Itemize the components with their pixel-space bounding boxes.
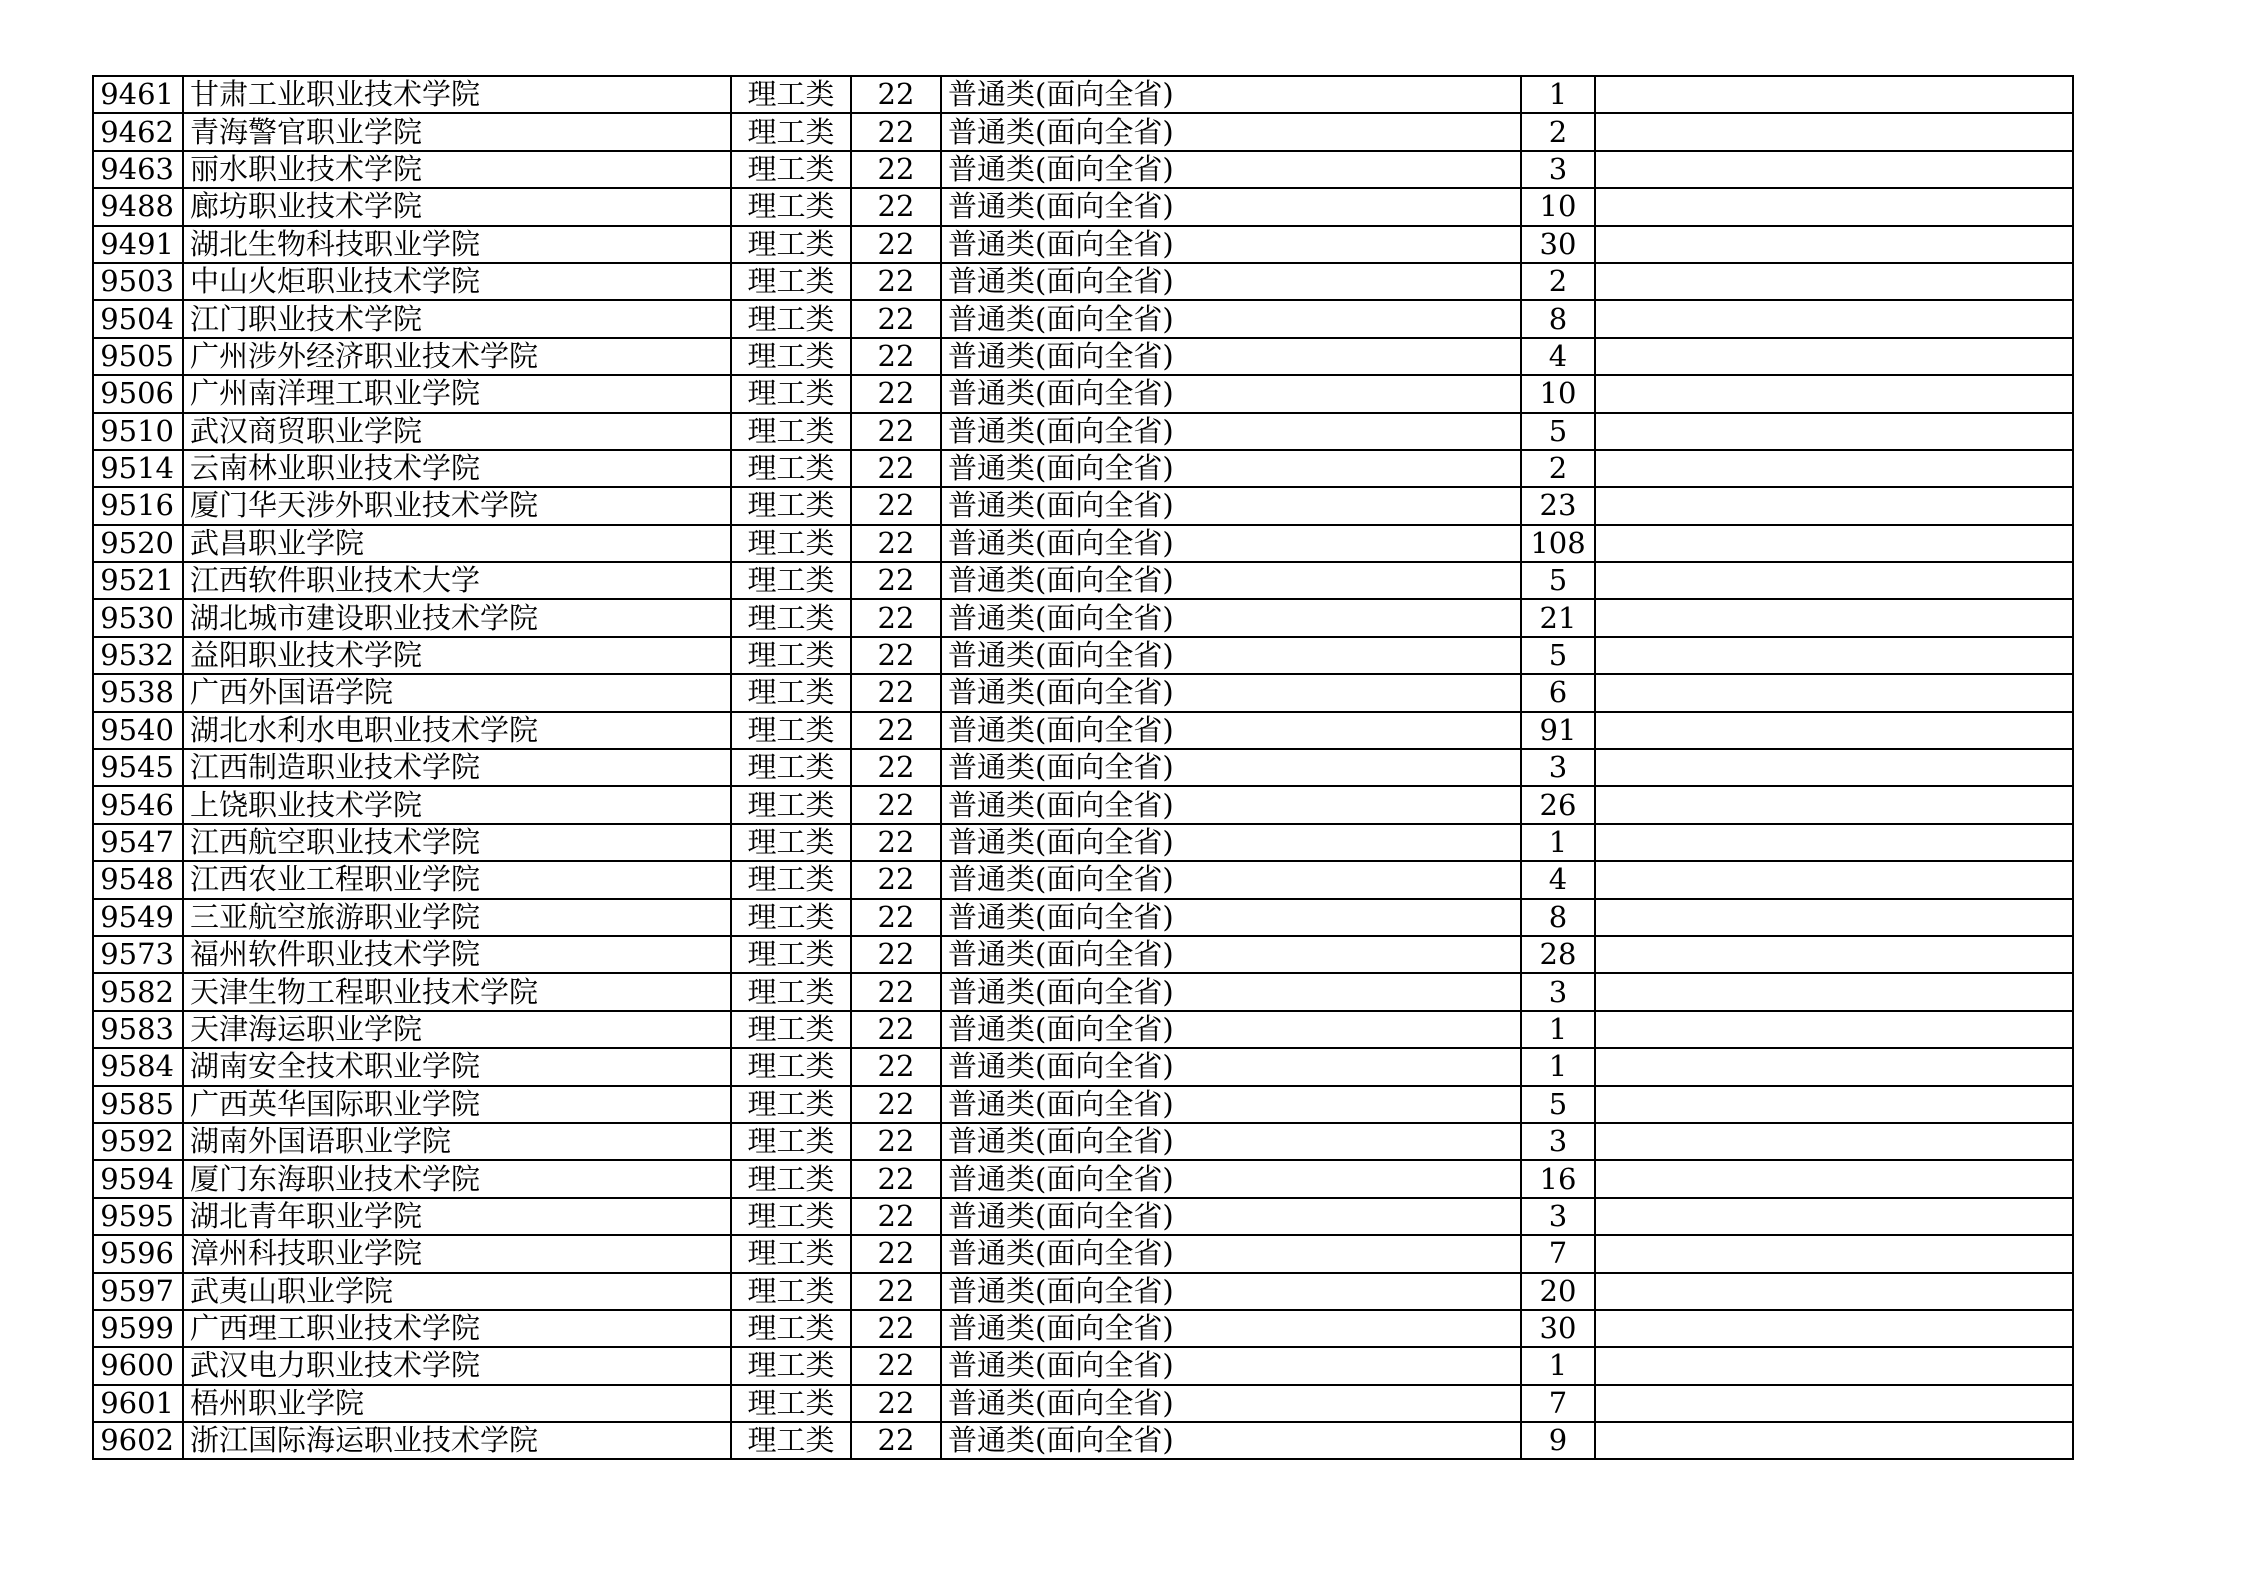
school-code-cell: 9599 [93,1310,183,1347]
plan-type-cell: 普通类(面向全省) [941,824,1521,861]
school-name-cell: 江西航空职业技术学院 [183,824,731,861]
school-code-cell: 9510 [93,413,183,450]
plan-count-cell: 10 [1521,188,1595,225]
plan-type-cell: 普通类(面向全省) [941,226,1521,263]
school-name-cell: 甘肃工业职业技术学院 [183,76,731,113]
remarks-cell [1595,861,2073,898]
remarks-cell [1595,936,2073,973]
subject-category-cell: 理工类 [731,1422,851,1459]
table-row [93,824,2073,861]
remarks-cell [1595,824,2073,861]
school-code-cell: 9503 [93,263,183,300]
subject-category-cell: 理工类 [731,674,851,711]
batch-code-cell: 22 [851,1123,941,1160]
table-row [93,487,2073,524]
school-code-cell: 9540 [93,712,183,749]
batch-code-cell: 22 [851,487,941,524]
batch-code-cell: 22 [851,1235,941,1272]
plan-count-cell: 3 [1521,1198,1595,1235]
plan-count-cell: 3 [1521,973,1595,1010]
plan-type-cell: 普通类(面向全省) [941,375,1521,412]
table-body [93,76,2073,1459]
school-code-cell: 9549 [93,899,183,936]
remarks-cell [1595,1160,2073,1197]
school-code-cell: 9573 [93,936,183,973]
subject-category-cell: 理工类 [731,151,851,188]
plan-type-cell: 普通类(面向全省) [941,1123,1521,1160]
subject-category-cell: 理工类 [731,899,851,936]
remarks-cell [1595,1123,2073,1160]
school-code-cell: 9601 [93,1385,183,1422]
school-name-cell: 三亚航空旅游职业学院 [183,899,731,936]
school-code-cell: 9596 [93,1235,183,1272]
plan-count-cell: 2 [1521,450,1595,487]
school-name-cell: 厦门华天涉外职业技术学院 [183,487,731,524]
batch-code-cell: 22 [851,113,941,150]
table-row [93,749,2073,786]
subject-category-cell: 理工类 [731,1273,851,1310]
plan-count-cell: 7 [1521,1385,1595,1422]
remarks-cell [1595,263,2073,300]
batch-code-cell: 22 [851,338,941,375]
plan-count-cell: 30 [1521,226,1595,263]
table-row [93,1273,2073,1310]
batch-code-cell: 22 [851,674,941,711]
remarks-cell [1595,1011,2073,1048]
remarks-cell [1595,674,2073,711]
school-code-cell: 9585 [93,1086,183,1123]
plan-count-cell: 5 [1521,1086,1595,1123]
subject-category-cell: 理工类 [731,1011,851,1048]
subject-category-cell: 理工类 [731,1235,851,1272]
subject-category-cell: 理工类 [731,637,851,674]
subject-category-cell: 理工类 [731,973,851,1010]
school-code-cell: 9584 [93,1048,183,1085]
remarks-cell [1595,749,2073,786]
batch-code-cell: 22 [851,749,941,786]
remarks-cell [1595,599,2073,636]
table-row [93,1048,2073,1085]
remarks-cell [1595,1422,2073,1459]
school-name-cell: 广西外国语学院 [183,674,731,711]
subject-category-cell: 理工类 [731,76,851,113]
school-code-cell: 9545 [93,749,183,786]
batch-code-cell: 22 [851,1160,941,1197]
school-name-cell: 湖南外国语职业学院 [183,1123,731,1160]
plan-count-cell: 6 [1521,674,1595,711]
school-code-cell: 9592 [93,1123,183,1160]
table-row [93,712,2073,749]
table-row [93,1422,2073,1459]
batch-code-cell: 22 [851,413,941,450]
plan-type-cell: 普通类(面向全省) [941,113,1521,150]
plan-count-cell: 8 [1521,899,1595,936]
plan-type-cell: 普通类(面向全省) [941,1160,1521,1197]
school-name-cell: 丽水职业技术学院 [183,151,731,188]
school-code-cell: 9506 [93,375,183,412]
table-row [93,450,2073,487]
table-row [93,375,2073,412]
plan-type-cell: 普通类(面向全省) [941,973,1521,1010]
plan-type-cell: 普通类(面向全省) [941,637,1521,674]
remarks-cell [1595,113,2073,150]
remarks-cell [1595,525,2073,562]
subject-category-cell: 理工类 [731,824,851,861]
school-name-cell: 武夷山职业学院 [183,1273,731,1310]
batch-code-cell: 22 [851,637,941,674]
school-name-cell: 天津生物工程职业技术学院 [183,973,731,1010]
plan-type-cell: 普通类(面向全省) [941,151,1521,188]
school-name-cell: 中山火炬职业技术学院 [183,263,731,300]
school-name-cell: 湖南安全技术职业学院 [183,1048,731,1085]
remarks-cell [1595,899,2073,936]
subject-category-cell: 理工类 [731,861,851,898]
subject-category-cell: 理工类 [731,1347,851,1384]
remarks-cell [1595,973,2073,1010]
school-name-cell: 天津海运职业学院 [183,1011,731,1048]
batch-code-cell: 22 [851,599,941,636]
school-code-cell: 9595 [93,1198,183,1235]
school-name-cell: 武昌职业学院 [183,525,731,562]
plan-count-cell: 3 [1521,151,1595,188]
subject-category-cell: 理工类 [731,1160,851,1197]
plan-count-cell: 91 [1521,712,1595,749]
plan-type-cell: 普通类(面向全省) [941,450,1521,487]
school-code-cell: 9597 [93,1273,183,1310]
school-name-cell: 江西农业工程职业学院 [183,861,731,898]
subject-category-cell: 理工类 [731,375,851,412]
remarks-cell [1595,226,2073,263]
table-row [93,1310,2073,1347]
plan-count-cell: 28 [1521,936,1595,973]
batch-code-cell: 22 [851,824,941,861]
remarks-cell [1595,151,2073,188]
school-code-cell: 9582 [93,973,183,1010]
table-row [93,151,2073,188]
school-name-cell: 云南林业职业技术学院 [183,450,731,487]
batch-code-cell: 22 [851,1048,941,1085]
school-name-cell: 廊坊职业技术学院 [183,188,731,225]
school-name-cell: 广西英华国际职业学院 [183,1086,731,1123]
table-row [93,113,2073,150]
plan-type-cell: 普通类(面向全省) [941,1273,1521,1310]
plan-type-cell: 普通类(面向全省) [941,338,1521,375]
plan-count-cell: 30 [1521,1310,1595,1347]
batch-code-cell: 22 [851,861,941,898]
remarks-cell [1595,786,2073,823]
plan-type-cell: 普通类(面向全省) [941,712,1521,749]
plan-type-cell: 普通类(面向全省) [941,936,1521,973]
table-row [93,786,2073,823]
plan-count-cell: 2 [1521,113,1595,150]
school-code-cell: 9463 [93,151,183,188]
plan-count-cell: 1 [1521,1011,1595,1048]
plan-type-cell: 普通类(面向全省) [941,1048,1521,1085]
school-code-cell: 9547 [93,824,183,861]
school-name-cell: 广州南洋理工职业学院 [183,375,731,412]
remarks-cell [1595,712,2073,749]
batch-code-cell: 22 [851,1310,941,1347]
table-row [93,263,2073,300]
remarks-cell [1595,1048,2073,1085]
plan-type-cell: 普通类(面向全省) [941,861,1521,898]
school-code-cell: 9530 [93,599,183,636]
school-code-cell: 9594 [93,1160,183,1197]
subject-category-cell: 理工类 [731,188,851,225]
batch-code-cell: 22 [851,1347,941,1384]
batch-code-cell: 22 [851,562,941,599]
table-row [93,1347,2073,1384]
plan-type-cell: 普通类(面向全省) [941,263,1521,300]
subject-category-cell: 理工类 [731,1048,851,1085]
table-row [93,413,2073,450]
table-row [93,936,2073,973]
table-row [93,188,2073,225]
subject-category-cell: 理工类 [731,1385,851,1422]
table-row [93,637,2073,674]
table-row [93,1011,2073,1048]
school-name-cell: 武汉电力职业技术学院 [183,1347,731,1384]
remarks-cell [1595,375,2073,412]
plan-type-cell: 普通类(面向全省) [941,1086,1521,1123]
plan-type-cell: 普通类(面向全省) [941,1347,1521,1384]
plan-type-cell: 普通类(面向全省) [941,786,1521,823]
subject-category-cell: 理工类 [731,786,851,823]
batch-code-cell: 22 [851,1198,941,1235]
plan-type-cell: 普通类(面向全省) [941,749,1521,786]
subject-category-cell: 理工类 [731,599,851,636]
school-name-cell: 广州涉外经济职业技术学院 [183,338,731,375]
school-name-cell: 浙江国际海运职业技术学院 [183,1422,731,1459]
batch-code-cell: 22 [851,973,941,1010]
plan-count-cell: 3 [1521,749,1595,786]
school-name-cell: 湖北城市建设职业技术学院 [183,599,731,636]
subject-category-cell: 理工类 [731,300,851,337]
table-row [93,973,2073,1010]
subject-category-cell: 理工类 [731,712,851,749]
remarks-cell [1595,487,2073,524]
school-name-cell: 福州软件职业技术学院 [183,936,731,973]
plan-count-cell: 4 [1521,338,1595,375]
remarks-cell [1595,1086,2073,1123]
subject-category-cell: 理工类 [731,487,851,524]
table-row [93,1086,2073,1123]
plan-type-cell: 普通类(面向全省) [941,300,1521,337]
plan-type-cell: 普通类(面向全省) [941,899,1521,936]
table-row [93,76,2073,113]
remarks-cell [1595,413,2073,450]
school-code-cell: 9516 [93,487,183,524]
plan-type-cell: 普通类(面向全省) [941,1385,1521,1422]
school-name-cell: 江西软件职业技术大学 [183,562,731,599]
plan-count-cell: 23 [1521,487,1595,524]
subject-category-cell: 理工类 [731,263,851,300]
school-name-cell: 广西理工职业技术学院 [183,1310,731,1347]
subject-category-cell: 理工类 [731,1123,851,1160]
batch-code-cell: 22 [851,76,941,113]
subject-category-cell: 理工类 [731,562,851,599]
school-name-cell: 湖北水利水电职业技术学院 [183,712,731,749]
remarks-cell [1595,637,2073,674]
remarks-cell [1595,188,2073,225]
plan-count-cell: 5 [1521,413,1595,450]
plan-type-cell: 普通类(面向全省) [941,525,1521,562]
school-code-cell: 9504 [93,300,183,337]
table-row [93,226,2073,263]
school-code-cell: 9491 [93,226,183,263]
plan-count-cell: 20 [1521,1273,1595,1310]
plan-count-cell: 1 [1521,1347,1595,1384]
school-name-cell: 江门职业技术学院 [183,300,731,337]
batch-code-cell: 22 [851,226,941,263]
remarks-cell [1595,1235,2073,1272]
subject-category-cell: 理工类 [731,1086,851,1123]
remarks-cell [1595,450,2073,487]
batch-code-cell: 22 [851,151,941,188]
batch-code-cell: 22 [851,1086,941,1123]
plan-type-cell: 普通类(面向全省) [941,76,1521,113]
batch-code-cell: 22 [851,786,941,823]
plan-count-cell: 4 [1521,861,1595,898]
table-row [93,861,2073,898]
school-name-cell: 湖北生物科技职业学院 [183,226,731,263]
remarks-cell [1595,300,2073,337]
remarks-cell [1595,76,2073,113]
plan-count-cell: 1 [1521,824,1595,861]
table-row [93,1385,2073,1422]
batch-code-cell: 22 [851,375,941,412]
plan-count-cell: 21 [1521,599,1595,636]
table-row [93,525,2073,562]
table-row [93,1123,2073,1160]
school-name-cell: 漳州科技职业学院 [183,1235,731,1272]
plan-type-cell: 普通类(面向全省) [941,1011,1521,1048]
enrollment-plan-table [92,75,2074,1460]
batch-code-cell: 22 [851,525,941,562]
school-name-cell: 厦门东海职业技术学院 [183,1160,731,1197]
plan-count-cell: 1 [1521,1048,1595,1085]
school-name-cell: 梧州职业学院 [183,1385,731,1422]
remarks-cell [1595,1310,2073,1347]
table-row [93,300,2073,337]
plan-count-cell: 10 [1521,375,1595,412]
subject-category-cell: 理工类 [731,338,851,375]
batch-code-cell: 22 [851,899,941,936]
plan-type-cell: 普通类(面向全省) [941,413,1521,450]
plan-type-cell: 普通类(面向全省) [941,1310,1521,1347]
remarks-cell [1595,1385,2073,1422]
subject-category-cell: 理工类 [731,413,851,450]
plan-count-cell: 5 [1521,637,1595,674]
plan-count-cell: 5 [1521,562,1595,599]
table-row [93,674,2073,711]
plan-count-cell: 1 [1521,76,1595,113]
subject-category-cell: 理工类 [731,1310,851,1347]
batch-code-cell: 22 [851,1422,941,1459]
plan-type-cell: 普通类(面向全省) [941,188,1521,225]
plan-count-cell: 3 [1521,1123,1595,1160]
subject-category-cell: 理工类 [731,749,851,786]
plan-count-cell: 8 [1521,300,1595,337]
subject-category-cell: 理工类 [731,936,851,973]
school-code-cell: 9461 [93,76,183,113]
table-row [93,1235,2073,1272]
batch-code-cell: 22 [851,263,941,300]
school-name-cell: 江西制造职业技术学院 [183,749,731,786]
remarks-cell [1595,1198,2073,1235]
batch-code-cell: 22 [851,450,941,487]
school-code-cell: 9602 [93,1422,183,1459]
school-name-cell: 湖北青年职业学院 [183,1198,731,1235]
batch-code-cell: 22 [851,712,941,749]
remarks-cell [1595,1273,2073,1310]
plan-type-cell: 普通类(面向全省) [941,1198,1521,1235]
plan-count-cell: 9 [1521,1422,1595,1459]
school-code-cell: 9514 [93,450,183,487]
batch-code-cell: 22 [851,188,941,225]
plan-type-cell: 普通类(面向全省) [941,1422,1521,1459]
batch-code-cell: 22 [851,1273,941,1310]
batch-code-cell: 22 [851,1011,941,1048]
school-code-cell: 9600 [93,1347,183,1384]
school-code-cell: 9583 [93,1011,183,1048]
subject-category-cell: 理工类 [731,450,851,487]
school-code-cell: 9548 [93,861,183,898]
table-row [93,899,2073,936]
subject-category-cell: 理工类 [731,226,851,263]
school-name-cell: 武汉商贸职业学院 [183,413,731,450]
school-code-cell: 9488 [93,188,183,225]
table-row [93,338,2073,375]
plan-count-cell: 16 [1521,1160,1595,1197]
school-name-cell: 益阳职业技术学院 [183,637,731,674]
table-row [93,562,2073,599]
subject-category-cell: 理工类 [731,1198,851,1235]
plan-type-cell: 普通类(面向全省) [941,487,1521,524]
plan-count-cell: 108 [1521,525,1595,562]
batch-code-cell: 22 [851,1385,941,1422]
subject-category-cell: 理工类 [731,113,851,150]
plan-count-cell: 2 [1521,263,1595,300]
table-row [93,1198,2073,1235]
school-code-cell: 9505 [93,338,183,375]
school-code-cell: 9532 [93,637,183,674]
table-row [93,599,2073,636]
school-name-cell: 青海警官职业学院 [183,113,731,150]
school-name-cell: 上饶职业技术学院 [183,786,731,823]
plan-count-cell: 7 [1521,1235,1595,1272]
remarks-cell [1595,562,2073,599]
plan-type-cell: 普通类(面向全省) [941,1235,1521,1272]
school-code-cell: 9546 [93,786,183,823]
plan-type-cell: 普通类(面向全省) [941,562,1521,599]
plan-type-cell: 普通类(面向全省) [941,674,1521,711]
plan-type-cell: 普通类(面向全省) [941,599,1521,636]
school-code-cell: 9462 [93,113,183,150]
school-code-cell: 9538 [93,674,183,711]
remarks-cell [1595,1347,2073,1384]
table-row [93,1160,2073,1197]
school-code-cell: 9521 [93,562,183,599]
batch-code-cell: 22 [851,936,941,973]
subject-category-cell: 理工类 [731,525,851,562]
batch-code-cell: 22 [851,300,941,337]
plan-count-cell: 26 [1521,786,1595,823]
school-code-cell: 9520 [93,525,183,562]
remarks-cell [1595,338,2073,375]
